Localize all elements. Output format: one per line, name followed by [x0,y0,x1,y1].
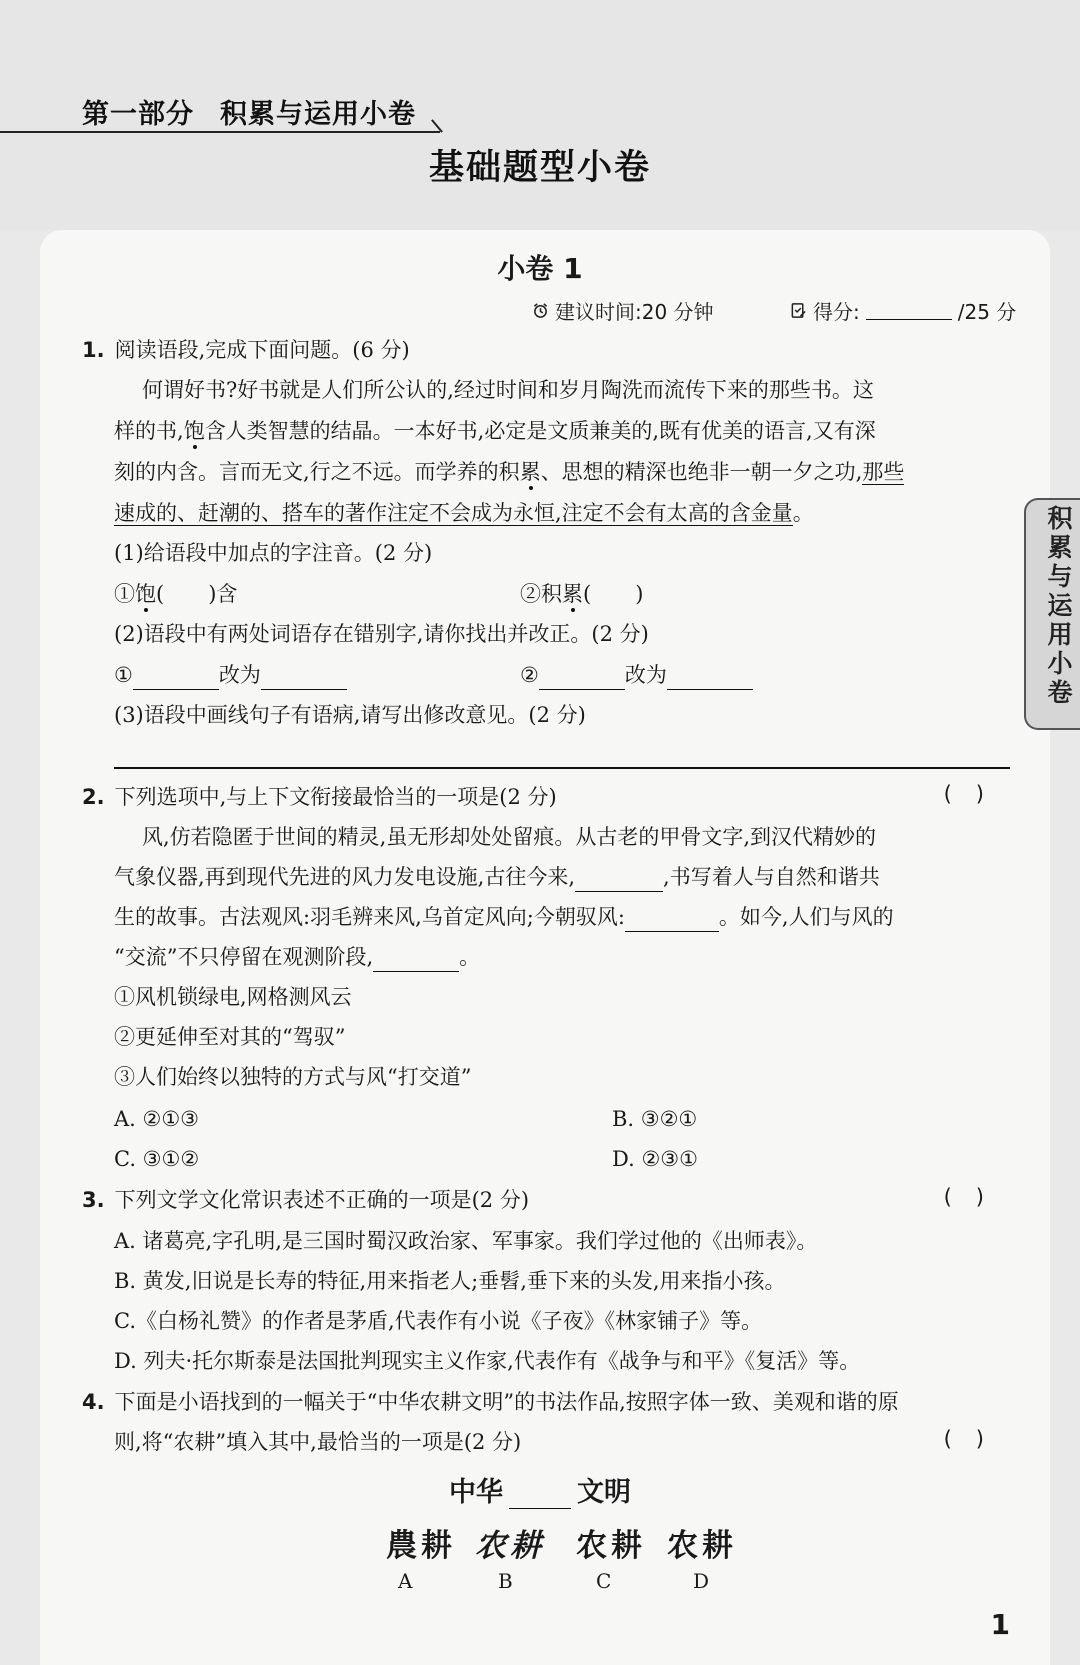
q2-option-d[interactable]: D. ②③① [612,1147,698,1171]
q2-option-a[interactable]: A. ②①③ [114,1107,199,1131]
score-total: /25 分 [957,300,1017,324]
q3-option-b[interactable]: B. 黄发,旧说是长寿的特征,用来指老人;垂髫,垂下来的头发,用来指小孩。 [114,1269,786,1293]
main-title: 基础题型小卷 [428,148,651,188]
score-field [790,296,1016,325]
q2-para-line: 气象仪器,再到现代先进的风力发电设施,古往今来, ,书写着人与自然和谐共 [114,862,1014,892]
q1-sub2: (2)语段中有两处词语存在错别字,请你找出并改正。(2 分) [114,622,649,646]
choice-letter: B [498,1569,513,1593]
question-3: 3. 下列文学文化常识表述不正确的一项是(2 分) [82,1188,530,1212]
answer-paren[interactable]: () [943,1427,1008,1451]
answer-paren[interactable]: () [943,782,1008,806]
alarm-clock-icon [532,302,549,319]
q1-para-line: 速成的、赶潮的、搭车的著作注定不会成为永恒,注定不会有太高的含金量。 [114,501,814,525]
q1-answer-line[interactable] [114,767,1010,769]
choice-letter: A [398,1569,413,1593]
question-4: 4. 下面是小语找到的一幅关于“中华农耕文明”的书法作品,按照字体一致、美观和谐的原 [82,1390,899,1414]
page-number: 1 [990,1608,1010,1641]
calligraphy-choice-a[interactable]: 農耕 [386,1528,456,1564]
correction-blank[interactable] [261,667,347,690]
calligraphy-title: 中华 文明 [449,1477,631,1508]
score-label: 得分: [813,300,860,324]
suggested-time [532,296,714,325]
q1-sub2-item-b: ② 改为 [520,660,753,690]
fill-blank[interactable] [575,869,663,892]
part-title: 第一部分 积累与运用小卷 [82,99,416,130]
calligraphy-blank [509,1484,571,1509]
q2-option-c[interactable]: C. ③①② [114,1147,200,1171]
q2-para-line: 生的故事。古法观风:羽毛辨来风,乌首定风向;今朝驭风: 。如今,人们与风的 [114,902,1014,932]
choice-letter: C [596,1569,612,1593]
q2-item: ②更延伸至对其的“驾驭” [114,1025,346,1049]
q2-item: ①风机锁绿电,网格测风云 [114,985,352,1009]
q2-para-line: “交流”不只停留在观测阶段, 。 [114,942,1014,972]
calligraphy-choice-d[interactable]: 农耕 [667,1528,737,1564]
q1-sub3: (3)语段中画线句子有语病,请写出修改意见。(2 分) [114,703,586,727]
calligraphy-choice-b[interactable]: 农耕 [475,1528,545,1564]
wrong-word-blank[interactable] [133,667,219,690]
fill-blank[interactable] [625,909,719,932]
fill-blank[interactable] [373,949,459,972]
question-1: 1. 阅读语段,完成下面问题。(6 分) [82,338,410,362]
q3-option-c[interactable]: C.《白杨礼赞》的作者是茅盾,代表作有小说《子夜》《林家铺子》等。 [114,1309,763,1333]
q3-option-a[interactable]: A. 诸葛亮,字孔明,是三国时蜀汉政治家、军事家。我们学过他的《出师表》。 [114,1229,818,1253]
pinyin-blank[interactable] [164,599,208,609]
q1-sub1-item-b: ②积累( ) [520,579,643,609]
score-sheet-icon [790,302,807,319]
q2-item: ③人们始终以独特的方式与风“打交道” [114,1065,472,1089]
correction-blank[interactable] [667,667,753,690]
q4-stem-line: 则,将“农耕”填入其中,最恰当的一项是(2 分) [114,1430,522,1454]
q3-option-d[interactable]: D. 列夫·托尔斯泰是法国批判现实主义作家,代表作有《战争与和平》《复活》等。 [114,1349,861,1373]
q1-para-line: 刻的内含。言而无文,行之不远。而学养的积累、思想的精深也绝非一朝一夕之功,那些 [114,460,905,484]
wrong-word-blank[interactable] [539,667,625,690]
q1-sub2-item-a: ① 改为 [114,660,347,690]
answer-paren[interactable]: () [943,1185,1008,1209]
part-rule [0,131,440,133]
time-label: 建议时间:20 分钟 [555,300,714,324]
q2-option-b[interactable]: B. ③②① [612,1107,698,1131]
quiz-title: 小卷 1 [497,252,583,285]
q1-para-line: 何谓好书?好书就是人们所公认的,经过时间和岁月陶洗而流传下来的那些书。这 [142,378,874,402]
score-blank[interactable] [866,301,952,320]
side-tab-label: 积累与运用小卷 [1044,505,1073,708]
q1-sub1: (1)给语段中加点的字注音。(2 分) [114,541,433,565]
calligraphy-choice-c[interactable]: 农耕 [576,1528,646,1564]
pinyin-blank[interactable] [591,599,635,609]
q1-para-line: 样的书,饱含人类智慧的结晶。一本好书,必定是文质兼美的,既有优美的语言,又有深 [114,419,876,443]
choice-letter: D [693,1569,710,1593]
q2-para-line: 风,仿若隐匿于世间的精灵,虽无形却处处留痕。从古老的甲骨文字,到汉代精妙的 [142,825,877,849]
q1-sub1-item-a: ①饱( )含 [114,579,237,609]
question-2: 2. 下列选项中,与上下文衔接最恰当的一项是(2 分) [82,785,557,809]
